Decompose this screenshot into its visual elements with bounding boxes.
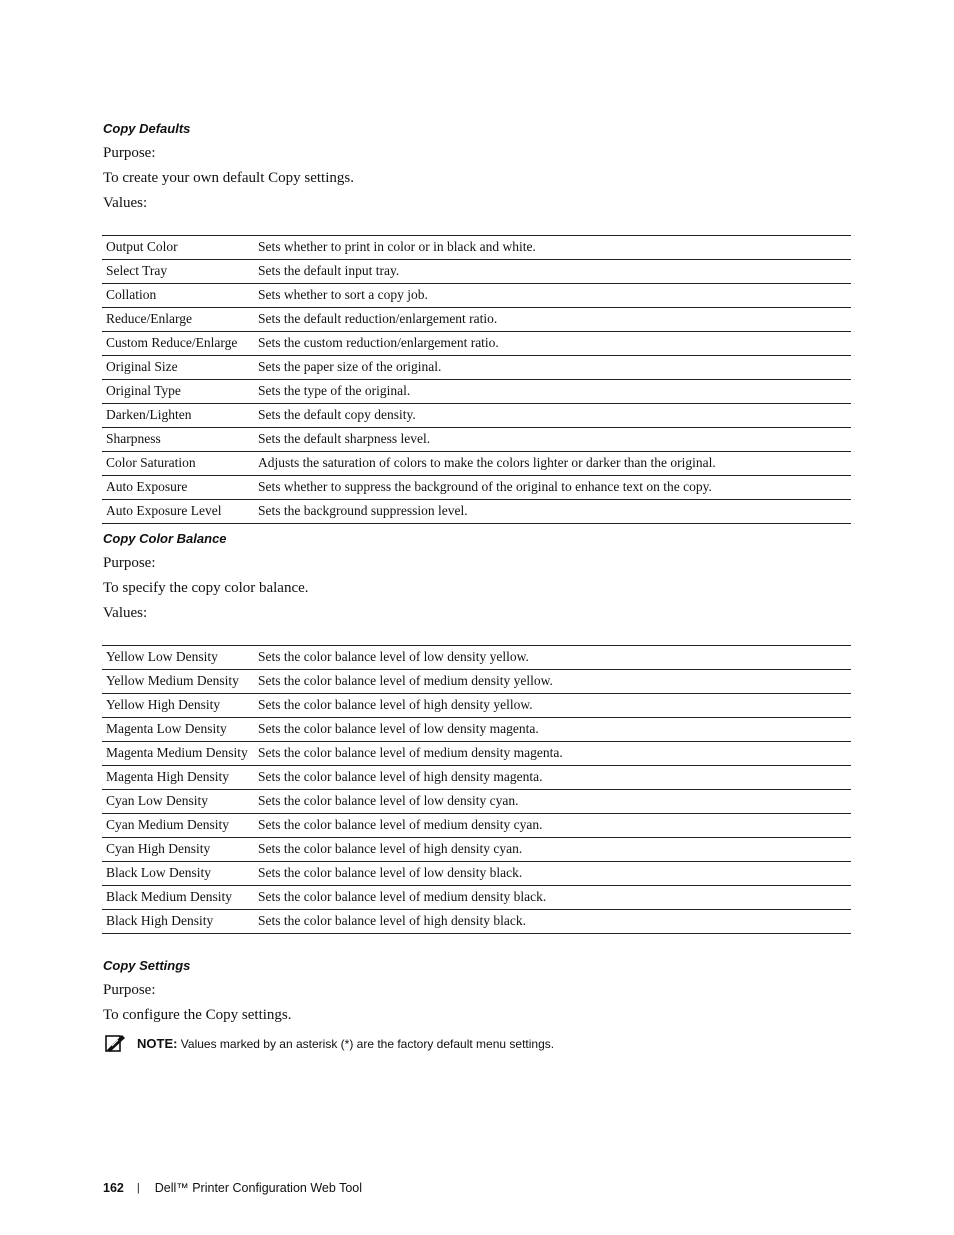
setting-description: Sets the default reduction/enlargement ratio. — [254, 308, 851, 332]
values-table-copy-color-balance — [102, 645, 851, 934]
page-number: 162 — [103, 1181, 124, 1195]
table-row — [102, 284, 851, 308]
table-row — [102, 476, 851, 500]
table-row — [102, 332, 851, 356]
section-heading-copy-color-balance: Copy Color Balance — [103, 531, 227, 546]
setting-name: Output Color — [102, 236, 254, 260]
purpose-text: To configure the Copy settings. — [103, 1007, 292, 1023]
setting-description: Sets the background suppression level. — [254, 500, 851, 524]
table-row — [102, 910, 851, 934]
setting-description: Sets the color balance level of high density cyan. — [254, 838, 851, 862]
values-label: Values: — [103, 195, 148, 211]
setting-name: Yellow Low Density — [102, 646, 254, 670]
setting-name: Magenta Medium Density — [102, 742, 254, 766]
setting-name: Reduce/Enlarge — [102, 308, 254, 332]
note — [105, 1033, 554, 1053]
purpose-label: Purpose: — [103, 145, 156, 161]
setting-name: Auto Exposure Level — [102, 500, 254, 524]
setting-name: Magenta High Density — [102, 766, 254, 790]
note-pencil-icon — [105, 1033, 127, 1053]
table-row — [102, 500, 851, 524]
table-row — [102, 838, 851, 862]
setting-description: Sets the color balance level of low density cyan. — [254, 790, 851, 814]
page-footer — [103, 1181, 362, 1195]
setting-name: Cyan High Density — [102, 838, 254, 862]
table-row — [102, 308, 851, 332]
values-label: Values: — [103, 605, 148, 621]
section-heading-copy-defaults: Copy Defaults — [103, 121, 191, 136]
table-row — [102, 766, 851, 790]
setting-name: Cyan Medium Density — [102, 814, 254, 838]
setting-name: Select Tray — [102, 260, 254, 284]
table-row — [102, 236, 851, 260]
setting-description: Sets the default input tray. — [254, 260, 851, 284]
setting-name: Cyan Low Density — [102, 790, 254, 814]
note-body: Values marked by an asterisk (*) are the factory default menu settings. — [180, 1036, 555, 1051]
setting-description: Sets the color balance level of medium density black. — [254, 886, 851, 910]
setting-name: Darken/Lighten — [102, 404, 254, 428]
setting-description: Sets the paper size of the original. — [254, 356, 851, 380]
table-row — [102, 694, 851, 718]
values-table-copy-defaults — [102, 235, 851, 524]
setting-description: Adjusts the saturation of colors to make the colors lighter or darker than the original. — [254, 452, 851, 476]
setting-description: Sets the custom reduction/enlargement ratio. — [254, 332, 851, 356]
table-row — [102, 886, 851, 910]
table-row — [102, 356, 851, 380]
setting-description: Sets whether to suppress the background of the original to enhance text on the copy. — [254, 476, 851, 500]
table-row — [102, 862, 851, 886]
setting-description: Sets the color balance level of medium density yellow. — [254, 670, 851, 694]
setting-description: Sets whether to sort a copy job. — [254, 284, 851, 308]
table-row — [102, 742, 851, 766]
setting-description: Sets the default sharpness level. — [254, 428, 851, 452]
table-row — [102, 790, 851, 814]
table-row — [102, 646, 851, 670]
setting-name: Collation — [102, 284, 254, 308]
table-row — [102, 404, 851, 428]
purpose-text: To specify the copy color balance. — [103, 580, 309, 596]
setting-name: Yellow High Density — [102, 694, 254, 718]
purpose-text: To create your own default Copy settings. — [103, 170, 354, 186]
setting-description: Sets the default copy density. — [254, 404, 851, 428]
table-row — [102, 380, 851, 404]
table-row — [102, 260, 851, 284]
setting-name: Magenta Low Density — [102, 718, 254, 742]
section-heading-copy-settings: Copy Settings — [103, 958, 191, 973]
setting-description: Sets the type of the original. — [254, 380, 851, 404]
table-row — [102, 670, 851, 694]
setting-name: Black High Density — [102, 910, 254, 934]
setting-name: Black Low Density — [102, 862, 254, 886]
setting-name: Yellow Medium Density — [102, 670, 254, 694]
setting-description: Sets the color balance level of low density black. — [254, 862, 851, 886]
setting-description: Sets the color balance level of low density magenta. — [254, 718, 851, 742]
setting-description: Sets the color balance level of high density yellow. — [254, 694, 851, 718]
setting-description: Sets the color balance level of high density black. — [254, 910, 851, 934]
setting-name: Black Medium Density — [102, 886, 254, 910]
setting-name: Custom Reduce/Enlarge — [102, 332, 254, 356]
note-text — [137, 1036, 554, 1051]
table-row — [102, 428, 851, 452]
setting-name: Color Saturation — [102, 452, 254, 476]
table-row — [102, 452, 851, 476]
setting-description: Sets whether to print in color or in black and white. — [254, 236, 851, 260]
setting-name: Auto Exposure — [102, 476, 254, 500]
setting-description: Sets the color balance level of medium density cyan. — [254, 814, 851, 838]
purpose-label: Purpose: — [103, 555, 156, 571]
setting-name: Original Type — [102, 380, 254, 404]
setting-name: Original Size — [102, 356, 254, 380]
setting-description: Sets the color balance level of high density magenta. — [254, 766, 851, 790]
table-row — [102, 814, 851, 838]
setting-description: Sets the color balance level of medium density magenta. — [254, 742, 851, 766]
table-row — [102, 718, 851, 742]
setting-name: Sharpness — [102, 428, 254, 452]
note-label: NOTE: — [137, 1035, 178, 1051]
setting-description: Sets the color balance level of low density yellow. — [254, 646, 851, 670]
footer-separator: | — [136, 1182, 140, 1194]
footer-title: Dell™ Printer Configuration Web Tool — [154, 1181, 362, 1195]
purpose-label: Purpose: — [103, 982, 156, 998]
